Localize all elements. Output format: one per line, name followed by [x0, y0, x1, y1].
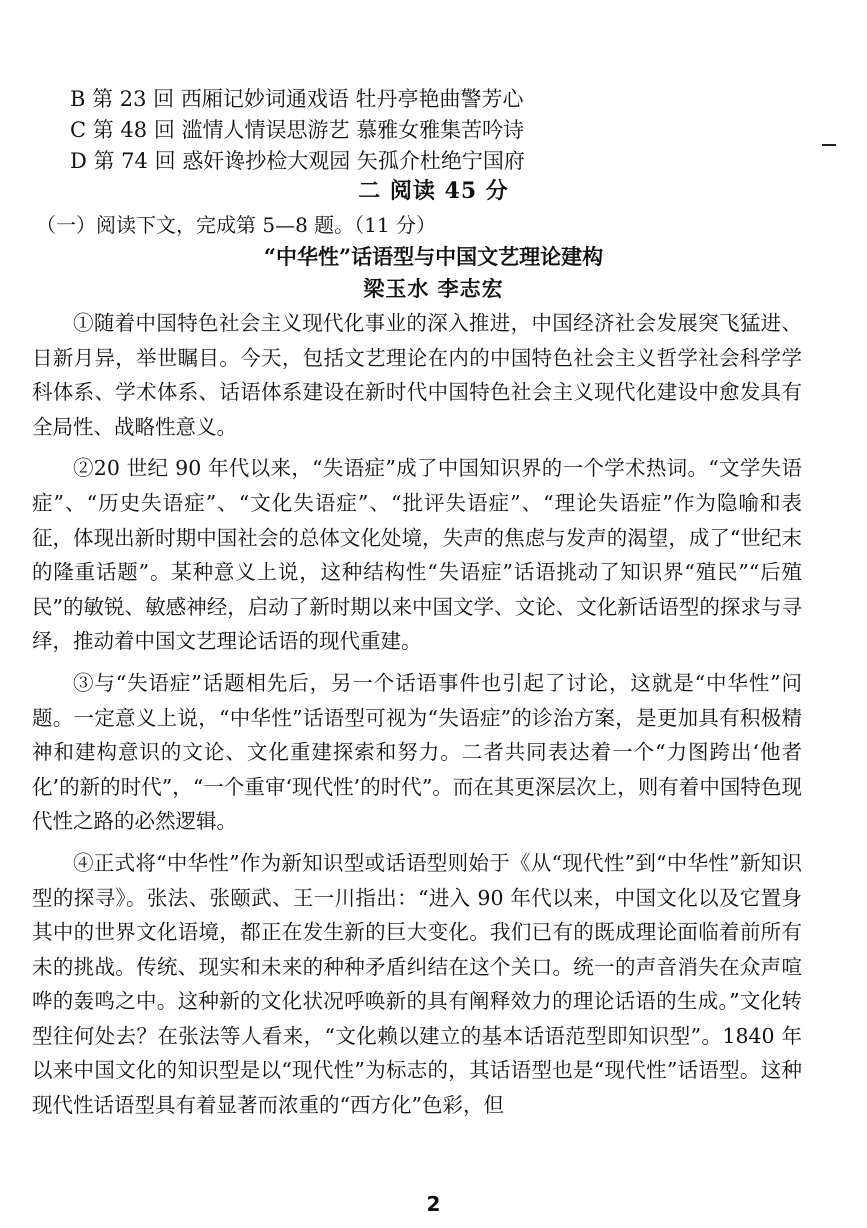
article-authors: 梁玉水 李志宏 [363, 276, 504, 301]
article-title: “中华性”话语型与中国文艺理论建构 [263, 244, 604, 269]
paragraph-1: ①随着中国特色社会主义现代化事业的深入推进，中国经济社会发展突飞猛进、日新月异，举世瞩目。今天，包括文艺理论在内的中国特色社会主义哲学社会科学学科体系、学术体系、话语体系建设在新时代中国特色社会主义现代化建设中愈发具有全局性、战略性意义。 [32, 311, 802, 439]
option-b: B 第 23 回 西厢记妙词通戏语 牡丹亭艳曲警芳心 [70, 87, 524, 111]
page-number: 2 [426, 1192, 441, 1216]
paragraph-3: ③与“失语症”话题相先后，另一个话语事件也引起了讨论，这就是“中华性”问题。一定意义上说，“中华性”话语型可视为“失语症”的诊治方案，是更加具有积极精神和建构意识的文论、文化重建探索和努力。二者共同表达着一个“力图跨出‘他者化’的新的时代”，“一个重审‘现代性’的时代”。而在其更深层次上，则有着中国特色现代性之路的必然逻辑。 [32, 670, 802, 834]
scan-mark [822, 144, 836, 146]
article-body [32, 306, 802, 1130]
paragraph-4: ④正式将“中华性”作为新知识型或话语型则始于《从“现代性”到“中华性”新知识型的探寻》。张法、张颐武、王一川指出：“进入 90 年代以来，中国文化以及它置身其中的世界文化语境，都正在发生新的巨大变化。我们已有的既成理论面临着前所有未的挑战。传统、现实和未来的种种矛盾纠结在这个关口。统一的声音消失在众声喧哗的轰鸣之中。这种新的文化状况呼唤新的具有阐释效力的理论话语的生成。”文化转型往何处去？在张法等人看来，“文化赖以建立的基本话语范型即知识型”。1840 年以来中国文化的知识型是以“现代性”为标志的，其话语型也是“现代性”话语型。这种现代性话语型具有着显著而浓重的“西方化”色彩，但 [32, 850, 802, 1118]
option-d: D 第 74 回 惑奸谗抄检大观园 矢孤介杜绝宁国府 [70, 149, 525, 173]
reading-instruction: （一）阅读下文，完成第 5—8 题。（11 分） [36, 213, 436, 237]
section-title: 二 阅读 45 分 [358, 178, 509, 204]
paragraph-2: ②20 世纪 90 年代以来，“失语症”成了中国知识界的一个学术热词。“文学失语症”、“历史失语症”、“文化失语症”、“批评失语症”、“理论失语症”作为隐喻和表征，体现出新时期中国社会的总体文化处境，失声的焦虑与发声的渴望，成了“世纪末的隆重话题”。某种意义上说，这种结构性“失语症”话语挑动了知识界“殖民”“后殖民”的敏锐、敏感神经，启动了新时期以来中国文学、文论、文化新话语型的探求与寻绎，推动着中国文艺理论话语的现代重建。 [32, 456, 802, 654]
option-c: C 第 48 回 滥情人情误思游艺 慕雅女雅集苦吟诗 [70, 118, 525, 142]
